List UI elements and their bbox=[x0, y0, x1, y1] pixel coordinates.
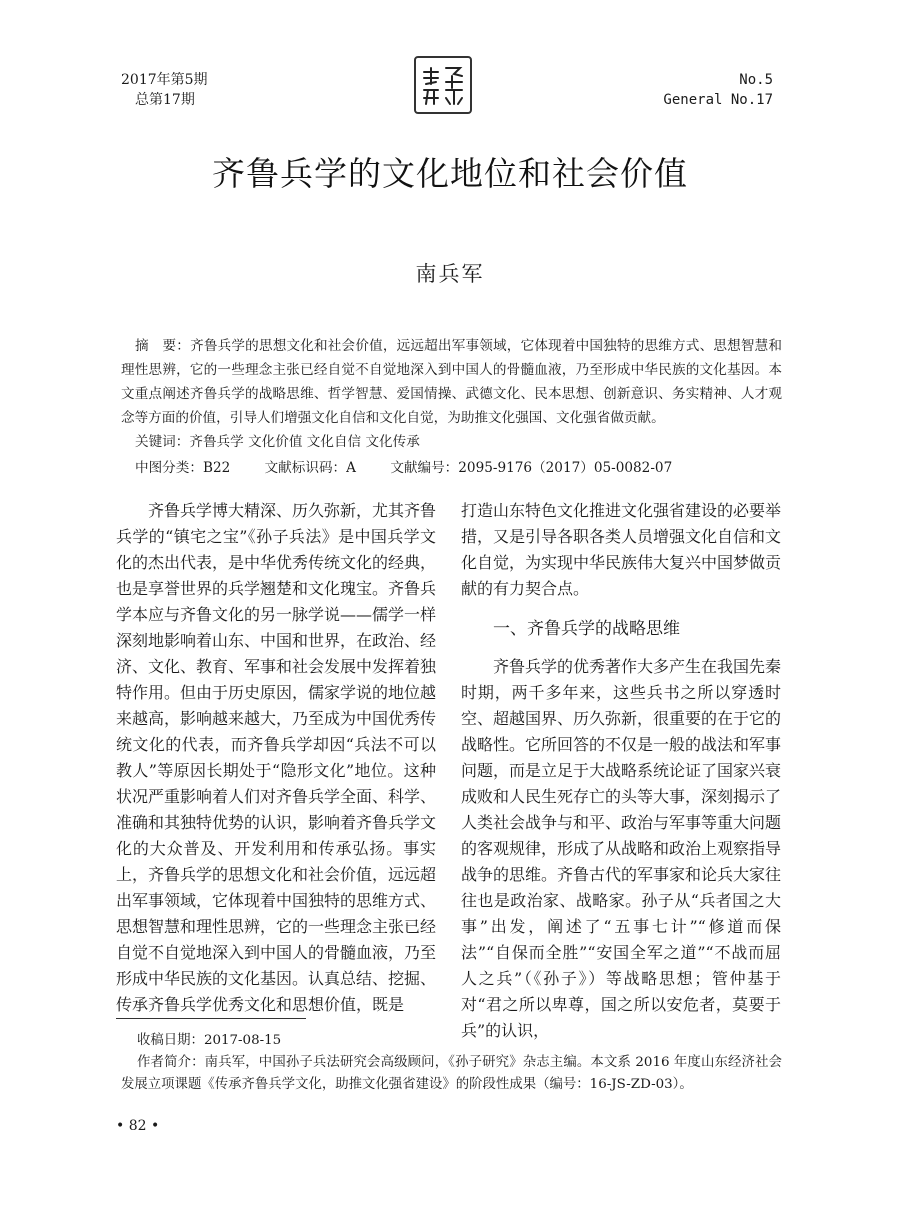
article-number: 文献编号：2095-9176（2017）05-0082-07 bbox=[390, 460, 673, 476]
keywords-line bbox=[135, 430, 450, 454]
issue-number-cn: 2017年第5期 bbox=[121, 72, 208, 88]
journal-seal-icon bbox=[416, 58, 470, 112]
body-paragraph-section1: 齐鲁兵学的优秀著作大多产生在我国先秦时期，两千多年来，这些兵书之所以穿透时空、超越国界、历久弥新，很重要的在于它的战略性。它所回答的不仅是一般的战法和军事问题，而是立足于大战略系统论证了国家兴衰成败和人民生死存亡的头等大事，深刻揭示了人类社会战争与和平、政治与军事等重大问题的客观规律，形成了从战略和政治上观察指导战争的思维。齐鲁古代的军事家和论兵大家往往也是政治家、战略家。孙子从“兵者国之大事”出发，阐述了“五事七计”“修道而保法”“自保而全胜”“安国全军之道”“不战而屈人之兵”（《孙子》）等战略思想；管仲基于对“君之所以卑尊，国之所以安危者，莫要于兵”的认识， bbox=[461, 657, 782, 1040]
clc-number: 中图分类：B22 bbox=[135, 460, 231, 476]
journal-logo-seal bbox=[414, 56, 472, 114]
footnote-divider bbox=[116, 1018, 306, 1019]
document-code: 文献标识码：A bbox=[264, 460, 356, 476]
body-paragraph-intro: 齐鲁兵学博大精深、历久弥新，尤其齐鲁兵学的“镇宅之宝”《孙子兵法》是中国兵学文化的杰出代表，是中华优秀传统文化的经典，也是享誉世界的兵学翘楚和文化瑰宝。齐鲁兵学本应与齐鲁文化的另一脉学说——儒学一样深刻地影响着山东、中国和世界，在政治、经济、文化、教育、军事和社会发展中发挥着独特作用。但由于历史原因，儒家学说的地位越来越高，影响越来越大，乃至成为中国优秀传统文化的代表，而齐鲁兵学却因“兵法不可以教人”等原因长期处于“隐形文化”地位。这种状况严重影响着人们对齐鲁兵学全面、科学、准确和其独特优势的认识，影响着齐鲁兵学文化的大众普及、开发利用和传承弘扬。事实上，齐鲁兵学的思想文化和社会价值，远远超出军事领域，它体现着中国独特的思维方式、思想智慧和理性思辨，它的一些理念主张已经自觉不自觉地深入到中国人的骨髓血液，乃至形成中华民族的文化基因。认真总结、挖掘、传承齐鲁兵学优秀文化和思想价值，既是 bbox=[116, 501, 437, 1014]
page-number: • 82 • bbox=[116, 1118, 160, 1134]
abstract-paragraph bbox=[121, 334, 782, 430]
abstract-label: 摘 要： bbox=[135, 338, 191, 354]
total-issue-en: General No.17 bbox=[663, 92, 773, 108]
issue-number-en: No.5 bbox=[739, 72, 773, 88]
footnote-block bbox=[121, 1030, 782, 1096]
body-column-right bbox=[461, 498, 781, 1044]
author-bio: 作者简介：南兵军，中国孙子兵法研究会高级顾问，《孙子研究》杂志主编。本文系 2016 年度山东经济社会发展立项课题《传承齐鲁兵学文化，助推文化强省建设》的阶段性成果（编号：16-JS-ZD-03）。 bbox=[121, 1055, 782, 1092]
keywords-text: 齐鲁兵学 文化价值 文化自信 文化传承 bbox=[189, 434, 420, 450]
article-author: 南兵军 bbox=[415, 262, 485, 286]
abstract-text: 齐鲁兵学的思想文化和社会价值，远远超出军事领域，它体现着中国独特的思维方式、思想智慧和理性思辨，它的一些理念主张已经自觉不自觉地深入到中国人的骨髓血液，乃至形成中华民族的文化基因。本文重点阐述齐鲁兵学的战略思维、哲学智慧、爱国情操、武德文化、民本思想、创新意识、务实精神、人才观念等方面的价值，引导人们增强文化自信和文化自觉，为助推文化强国、文化强省做贡献。 bbox=[121, 338, 783, 426]
received-date: 收稿日期：2017-08-15 bbox=[137, 1033, 282, 1048]
header-issue-cn bbox=[121, 70, 208, 110]
total-issue-cn: 总第17期 bbox=[135, 92, 195, 108]
article-title: 齐鲁兵学的文化地位和社会价值 bbox=[212, 154, 688, 193]
abstract-block bbox=[121, 334, 782, 430]
section-heading-1: 一、齐鲁兵学的战略思维 bbox=[493, 619, 680, 639]
header-issue-en bbox=[663, 70, 773, 110]
body-paragraph-continuation: 打造山东特色文化推进文化强省建设的必要举措，又是引导各职各类人员增强文化自信和文化自觉，为实现中华民族伟大复兴中国梦做贡献的有力契合点。 bbox=[461, 501, 782, 598]
classification-line bbox=[135, 456, 702, 480]
keywords-label: 关键词： bbox=[135, 434, 190, 450]
body-column-left bbox=[116, 498, 436, 1018]
